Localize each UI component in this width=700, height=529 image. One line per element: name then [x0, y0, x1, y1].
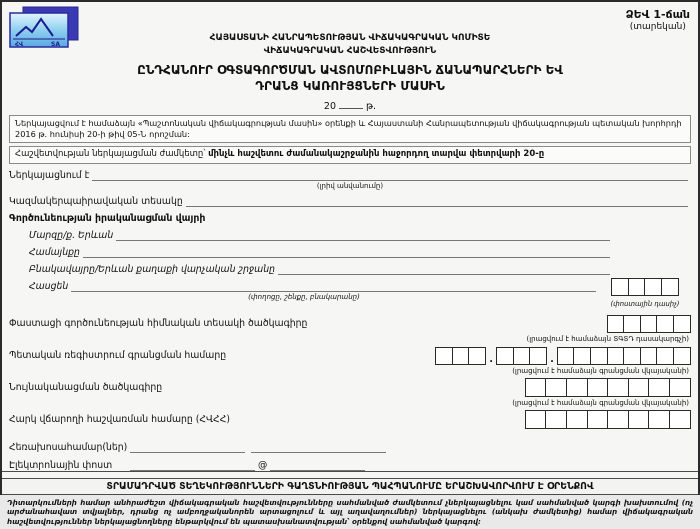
footer-divider: [2, 471, 698, 472]
form-code: ՁԵՎ 1-ճան: [625, 8, 690, 21]
form-period: (տարեկան): [629, 22, 686, 32]
code-cell[interactable]: [607, 347, 625, 365]
liability-note: Դիտարկումների համար անհրաժեշտ վիճակագրական հաշվետվությունները սահմանված ժամկետում չներկայացնելու կամ սահմանված կարգի խախտումով (ոչ արժանահավատ տվյալներ, դրանց ոչ ամբողջականորեն արտացոլում և այլ աղավաղումներ) ներկայացնելու (անկախ ժամկետից) համար վիճակագրական հաշվետվություններ ներկայացնողները ենթարկվում են պատասխանատվության՝ օրենքով սահմանված կարգով:: [7, 497, 693, 526]
address-label: Հասցեն: [29, 280, 69, 292]
phone-input-line-2[interactable]: [251, 441, 386, 453]
registry-boxes-group2: [496, 347, 547, 365]
settlement-row: [29, 263, 613, 275]
postal-code-boxes: [611, 278, 679, 296]
code-cell[interactable]: [611, 278, 629, 296]
community-row: [29, 246, 613, 258]
code-cell[interactable]: [496, 347, 514, 365]
code-cell[interactable]: [435, 347, 453, 365]
form-title-line2: ԴՐԱՆՑ ԿԱՌՈՒՅՑՆԵՐԻ ՄԱՍԻՆ: [255, 78, 445, 93]
code-cell[interactable]: [529, 347, 547, 365]
registry-separator-1: .: [489, 354, 493, 366]
deadline-label: Հաշվետվության ներկայացման ժամկետը՝: [15, 149, 206, 160]
email-row: [9, 459, 691, 471]
legal-basis-note: Ներկայացվում է համաձայն «Պաշտոնական վիճակագրության մասին» օրենքի և Հայաստանի Հանրապետության վիճակագրության պետական խորհրդի 2016 թ. հունիսի 20-ի թիվ 05-Ն որոշման:: [9, 115, 691, 143]
code-cell[interactable]: [661, 278, 679, 296]
code-cell[interactable]: [545, 410, 567, 429]
settlement-label: Բնակավայրը/Երևան քաղաքի վարչական շրջանը: [29, 263, 276, 275]
presenter-row: [9, 169, 691, 181]
committee-name: ՀԱՅԱՍՏԱՆԻ ՀԱՆՐԱՊԵՏՈՒԹՅԱՆ ՎԻՃԱԿԱԳՐԱԿԱՆ ԿՈՄԻՏԵ: [209, 33, 491, 43]
email-local-input-line[interactable]: [130, 459, 255, 471]
form-code-block: [626, 8, 690, 32]
form-footer: [2, 471, 698, 529]
code-cell[interactable]: [669, 410, 691, 429]
activity-code-label: Փաստացի գործունեության հիմնական տեսակի ծածկագիրը: [9, 318, 308, 330]
code-cell[interactable]: [513, 347, 531, 365]
code-cell[interactable]: [566, 378, 588, 397]
org-type-row: [9, 195, 691, 207]
deadline-value: մինչև հաշվետու ժամանակաշրջանին հաջորդող տարվա փետրվարի 20-ը: [208, 149, 545, 160]
code-cell[interactable]: [590, 347, 608, 365]
logo-left-letters: ՀՎ: [15, 41, 24, 48]
postal-code-hint: (փոստային դասիչ): [610, 299, 680, 308]
code-cell[interactable]: [607, 315, 625, 333]
form-title: [2, 63, 698, 94]
year-prefix: 20: [323, 101, 337, 113]
code-cell[interactable]: [656, 315, 674, 333]
presenter-label: Ներկայացնում է: [9, 169, 90, 181]
form-title-line1: ԸՆԴՀԱՆՈՒՐ ՕԳՏԱԳՈՐԾՄԱՆ ԱՎՏՈՄՈԲԻԼԱՅԻՆ ՃԱՆԱՊԱՐՀՆԵՐԻ ԵՎ: [137, 63, 563, 77]
code-cell[interactable]: [628, 378, 650, 397]
code-cell[interactable]: [587, 378, 609, 397]
armstat-logo: [7, 6, 81, 53]
armstat-logo-image: [7, 6, 81, 50]
code-cell[interactable]: [607, 378, 629, 397]
code-cell[interactable]: [640, 315, 658, 333]
code-cell[interactable]: [673, 347, 691, 365]
id-code-label: Նույնականացման ծածկագիրը: [9, 381, 163, 393]
full-name-hint: (լրիվ անվանումը): [316, 181, 384, 190]
year-suffix: թ.: [366, 101, 377, 113]
code-cell[interactable]: [628, 278, 646, 296]
code-cell[interactable]: [607, 410, 629, 429]
form-header: [2, 5, 698, 57]
code-cell[interactable]: [525, 410, 547, 429]
phone-input-line-1[interactable]: [130, 441, 245, 453]
address-row: [29, 280, 599, 292]
deadline-note: [9, 146, 691, 163]
code-cell[interactable]: [669, 378, 691, 397]
registry-boxes-group3: [557, 347, 691, 365]
activity-location-heading: Գործունեության իրականացման վայրի: [9, 212, 206, 224]
phone-row: [9, 441, 691, 453]
code-cell[interactable]: [648, 378, 670, 397]
registry-boxes-group1: [435, 347, 486, 365]
code-cell[interactable]: [656, 347, 674, 365]
registry-cert-caption-2: (լրացվում է համաձայն գրանցման վկայականի): [512, 398, 689, 407]
settlement-input-line[interactable]: [278, 263, 610, 275]
activity-code-boxes: [607, 315, 691, 333]
tin-row: [9, 410, 691, 429]
confidentiality-banner: ՏՐԱՄԱԴՐՎԱԾ ՏԵՂԵԿՈՒԹՅՈՒՆՆԵՐԻ ԳԱՂՏՆԻՈՒԹՅԱՆ ՊԱՀՊԱՆՈՒՄԸ ԵՐԱՇԽԱՎՈՐՎՈՒՄ Է ՕՐԵՆՔՈՎ: [2, 478, 698, 495]
email-domain-input-line[interactable]: [270, 459, 365, 471]
registry-number-row: [9, 347, 691, 365]
community-label: Համայնքը: [29, 246, 80, 258]
code-cell[interactable]: [557, 347, 575, 365]
nace-caption: (լրացվում է համաձայն ՏԳՏԴ դասակարգչի): [526, 334, 689, 343]
code-cell[interactable]: [640, 347, 658, 365]
code-cell[interactable]: [545, 378, 567, 397]
code-cell[interactable]: [452, 347, 470, 365]
logo-right-letters: SA: [51, 41, 60, 48]
code-cell[interactable]: [566, 410, 588, 429]
email-at-sign: @: [258, 459, 268, 471]
code-cell[interactable]: [573, 347, 591, 365]
year-input-line[interactable]: [339, 99, 363, 109]
address-block: [9, 275, 691, 308]
code-cell[interactable]: [587, 410, 609, 429]
phone-label: Հեռախոսահամար(ներ): [9, 441, 128, 453]
report-type-label: ՎԻՃԱԿԱԳՐԱԿԱՆ ՀԱՇՎԵՏՎՈՒԹՅՈՒՆ: [263, 45, 437, 56]
org-type-label: Կազմակերպաիրավական տեսակը: [9, 195, 183, 207]
postal-code-block: [599, 275, 691, 308]
registry-cert-caption: (լրացվում է համաձայն գրանցման վկայականի): [512, 366, 689, 375]
tin-boxes: [525, 410, 691, 429]
code-cell[interactable]: [648, 410, 670, 429]
tin-label: Հարկ վճարողի հաշվառման համարը (ՀՎՀՀ): [9, 413, 230, 425]
activity-code-row: [9, 315, 691, 333]
id-code-row: [9, 378, 691, 397]
year-line: [2, 99, 698, 112]
address-input-line[interactable]: [71, 280, 596, 292]
region-input-line[interactable]: [116, 229, 610, 241]
code-cell[interactable]: [673, 315, 691, 333]
code-cell[interactable]: [628, 410, 650, 429]
registry-number-label: Պետական ռեգիստրում գրանցման համարը: [9, 350, 227, 362]
community-input-line[interactable]: [83, 246, 610, 258]
id-code-boxes: [525, 378, 691, 397]
street-building-hint: (փողոցը, շենքը, բնակարանը): [248, 292, 360, 301]
code-cell[interactable]: [468, 347, 486, 365]
region-row: [29, 229, 613, 241]
code-cell[interactable]: [644, 278, 662, 296]
presenter-input-line[interactable]: [92, 169, 688, 181]
email-label: Էլեկտրոնային փոստ: [9, 459, 113, 471]
region-label: Մարզը/ք. Երևան: [29, 229, 114, 241]
registry-separator-2: .: [550, 354, 554, 366]
org-type-input-line[interactable]: [186, 195, 688, 207]
code-cell[interactable]: [623, 347, 641, 365]
code-cell[interactable]: [623, 315, 641, 333]
code-cell[interactable]: [525, 378, 547, 397]
